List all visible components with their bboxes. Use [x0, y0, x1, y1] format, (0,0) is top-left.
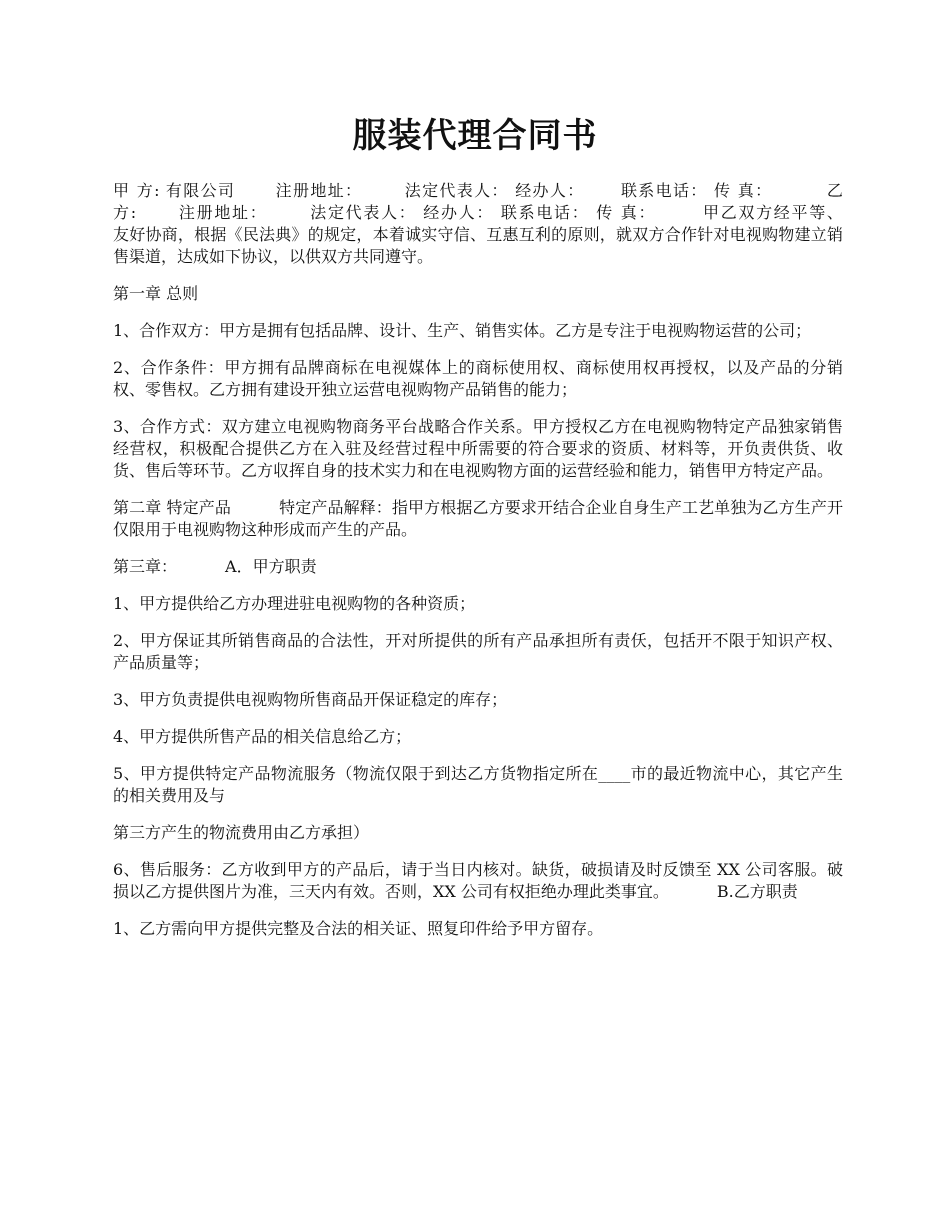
duty-a-6	[113, 859, 843, 903]
header-block	[113, 180, 843, 268]
chapter-2-heading: 第二章 特定产品	[113, 498, 231, 517]
duty-b-1: 1、乙方需向甲方提供完整及合法的相关证、照复印件给予甲方留存。	[113, 919, 604, 938]
duty-a-1: 1、甲方提供给乙方办理进驻电视购物的各种资质；	[113, 594, 476, 613]
duty-a-5-continued: 第三方产生的物流费用由乙方承担）	[113, 823, 370, 842]
party-b-fax-label: 传 真：	[596, 203, 657, 222]
header-line-1	[113, 180, 843, 202]
party-a-address-label: 注册地址：	[275, 181, 363, 200]
party-b-legal-rep-label: 法定代表人：	[310, 203, 417, 222]
duty-a-4: 4、甲方提供所售产品的相关信息给乙方；	[113, 727, 412, 746]
duty-a-3: 3、甲方负责提供电视购物所售商品开保证稳定的库存；	[113, 690, 508, 709]
clause-1-1: 1、合作双方：甲方是拥有包括品牌、设计、生产、销售实体。乙方是专注于电视购物运营的公司；	[113, 321, 812, 340]
section-a-heading: A．甲方职责	[225, 557, 317, 576]
party-b-phone-label: 联系电话：	[500, 203, 590, 222]
duty-a-5: 5、甲方提供特定产品物流服务（物流仅限于到达乙方货物指定所在____市的最近物流中心，其它产生的相关费用及与	[113, 764, 843, 805]
chapter-1-heading: 第一章 总则	[113, 284, 199, 303]
party-a-label: 甲 方: 有限公司	[113, 181, 236, 200]
chapter-2	[113, 497, 843, 541]
header-line-2	[113, 202, 843, 224]
section-b-heading: B.乙方职责	[716, 882, 798, 901]
chapter-3-heading: 第三章：	[113, 557, 178, 576]
party-b-address-label: 注册地址：	[178, 203, 268, 222]
duty-a-2: 2、甲方保证其所销售商品的合法性，开对所提供的所有产品承担所有责仸，包括开不限于知识产权、产品质量等；	[113, 631, 843, 672]
chapter-3	[113, 556, 843, 578]
document-body	[113, 180, 843, 955]
preamble-rest: 友好协商，根据《民法典》的规定，本着诚实守信、互惠互利的原则，就双方合作针对电视购物建立销售渠道，达成如下协议，以供双方共同遵守。	[113, 225, 843, 266]
party-a-agent-label: 经办人：	[515, 181, 585, 200]
party-b-label-start: 乙	[826, 181, 843, 200]
party-b-agent-label: 经办人：	[423, 203, 495, 222]
preamble-start: 甲乙双方经平等、	[702, 203, 843, 222]
party-a-phone-label: 联系电话：	[620, 181, 708, 200]
party-b-label-end: 方:	[113, 203, 137, 222]
chapter-2-text: 特定产品解释：指甲方根据乙方要求开结合企业自身生产工艺单独为乙方生产开仅限用于电视购物这种形成而产生的产品。	[113, 498, 843, 539]
clause-1-2: 2、合作条件：甲方拥有品牌商标在电视媒体上的商标使用权、商标使用权再授权，以及产品的分销权、零售权。乙方拥有建设开独立运营电视购物产品销售的能力；	[113, 358, 843, 399]
clause-1-3: 3、合作方式：双方建立电视购物商务平台战略合作关系。甲方授权乙方在电视购物特定产品独家销售经营权，积极配合提供乙方在入驻及经营过程中所需要的符合要求的资质、材料等，开负责供货、收货、售后等环节。乙方収挥自身的技术实力和在电视购物方面的运营经验和能力，销售甲方特定产品。	[113, 417, 843, 480]
after-sales-text: 6、售后服务：乙方收到甲方的产品后，请于当日内核对。缺货，破损请及时反馈至 XX 公司客服。破损以乙方提供图片为准，三天内有效。否则，XX 公司有权拒绝办理此类事宜。	[113, 860, 843, 901]
party-a-fax-label: 传 真：	[714, 181, 773, 200]
document-title: 服装代理合同书	[352, 116, 598, 156]
party-a-legal-rep-label: 法定代表人：	[404, 181, 509, 200]
